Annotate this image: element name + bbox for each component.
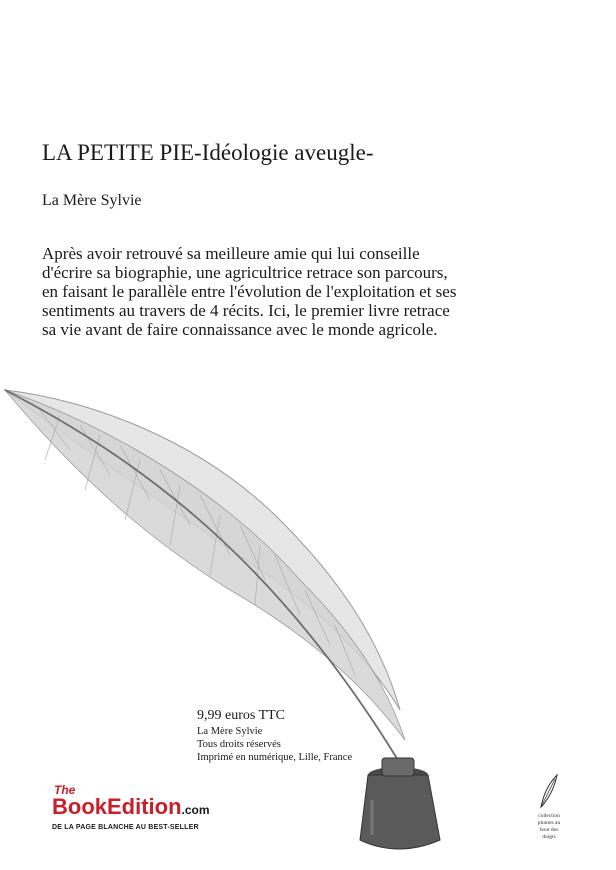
inkwell-icon	[360, 758, 440, 849]
print-location: Imprimé en numérique, Lille, France	[197, 752, 353, 763]
rights-notice: Tous droits réservés	[197, 739, 281, 750]
colophon-author: La Mère Sylvie	[197, 726, 263, 737]
collection-line-1: collection	[538, 813, 560, 819]
book-summary: Après avoir retrouvé sa meilleure amie qui lui conseille d'écrire sa biographie, une agricultrice retrace son parcours, en faisant le parallèle entre l'évolution de l'exploitation et ses sentiments au travers de 4 récits. Ici, le premier livre retrace sa vie avant de faire connaissance avec le monde agricole.	[42, 244, 457, 339]
book-author: La Mère Sylvie	[42, 192, 142, 209]
logo-the: The	[54, 783, 76, 797]
feather-icon	[537, 773, 561, 809]
publisher-logo	[52, 785, 252, 831]
collection-mark	[524, 773, 574, 841]
colophon	[197, 708, 352, 764]
book-title: LA PETITE PIE-Idéologie aveugle-	[42, 140, 374, 165]
collection-line-4: doigts	[542, 834, 556, 840]
logo-com: .com	[181, 803, 210, 817]
logo-tagline: DE LA PAGE BLANCHE AU BEST-SELLER	[52, 824, 199, 831]
price: 9,99 euros TTC	[197, 708, 286, 723]
logo-edition: Edition	[107, 794, 182, 819]
collection-line-2: plumes au	[537, 820, 561, 826]
collection-line-3: bout des	[539, 827, 559, 833]
logo-book: Book	[52, 794, 107, 819]
